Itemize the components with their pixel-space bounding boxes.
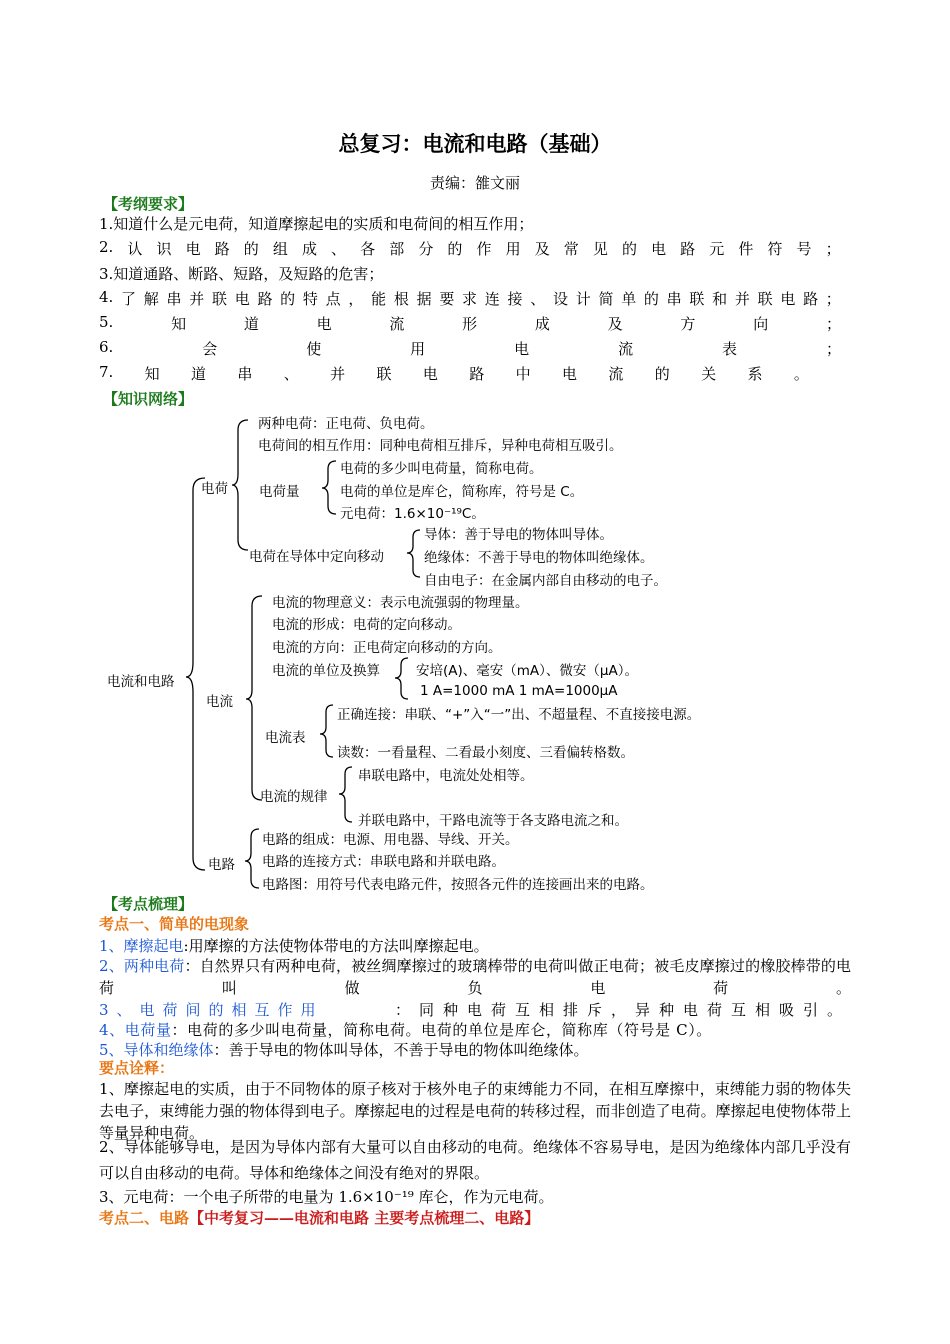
requirement-token: 设 xyxy=(552,290,568,308)
requirement-token: 知 xyxy=(144,365,160,383)
requirement-token: 连 xyxy=(484,290,500,308)
map-circuit-item: 电路的组成：电源、用电器、导线、开关。 xyxy=(262,832,519,848)
point2-line xyxy=(99,1207,539,1228)
requirement-token: 的 xyxy=(643,290,659,308)
requirement-token: 单 xyxy=(621,290,637,308)
requirement-token: 串 xyxy=(237,365,253,383)
requirement-token: 会 xyxy=(202,340,218,358)
map-current-direction: 电流的方向：正电荷定向移动的方向。 xyxy=(272,640,502,656)
map-law-item: 串联电路中，电流处处相等。 xyxy=(358,768,534,784)
requirement-token: 电 xyxy=(234,290,250,308)
point1-term: 4、电荷量 xyxy=(99,1021,172,1039)
map-ammeter: 电流表 xyxy=(265,730,306,746)
explain-1: 1、摩擦起电的实质，由于不同物体的原子核对于核外电子的束缚能力不同，在相互摩擦中，束缚能力弱的物体失去电子，束缚能力强的物体得到电子。摩擦起电的过程是电荷的转移过程，而非创造了电荷。摩擦起电使物体带上等量异种电荷。 xyxy=(99,1080,851,1142)
requirement-token: 关 xyxy=(701,365,717,383)
requirement-token: 件 xyxy=(738,240,754,258)
requirement-token: 系 xyxy=(747,365,763,383)
requirement-token: 成 xyxy=(534,315,550,333)
map-charge-interaction: 电荷间的相互作用：同种电荷相互排斥，异种电荷相互吸引。 xyxy=(258,438,623,454)
requirement-token: 据 xyxy=(416,290,432,308)
map-current-unit: 电流的单位及换算 xyxy=(272,663,380,679)
requirement-token: 分 xyxy=(418,240,434,258)
map-charge-quantity: 电荷量 xyxy=(259,484,300,500)
requirement-token: 并 xyxy=(189,290,205,308)
requirement-token: 路 xyxy=(803,290,819,308)
requirement-token: 、 xyxy=(283,365,299,383)
requirement-token: 电 xyxy=(651,240,667,258)
point1-term: 3、电荷间的相互作用 xyxy=(99,1001,324,1019)
requirement-token: 部 xyxy=(389,240,405,258)
requirement-token: ， xyxy=(348,290,364,308)
map-quantity-item: 电荷的单位是库仑，简称库，符号是 C。 xyxy=(340,484,584,500)
explain-2: 2、导体能够导电，是因为导体内部有大量可以自由移动的电荷。绝缘体不容易导电，是因为绝缘体内部几乎没有可以自由移动的电荷。导体和绝缘体之间没有绝对的界限。 xyxy=(99,1138,851,1182)
point1-heading: 考点一、简单的电现象 xyxy=(99,915,250,933)
requirement-token: 2. xyxy=(99,238,114,256)
requirement-1: 1.知道什么是元电荷，知道摩擦起电的实质和电荷间的相互作用； xyxy=(99,215,534,233)
requirement-token: 和 xyxy=(712,290,728,308)
map-law: 电流的规律 xyxy=(260,789,328,805)
requirement-token: 组 xyxy=(272,240,288,258)
requirement-token: 常 xyxy=(563,240,579,258)
point1-term: 5、导体和绝缘体 xyxy=(99,1041,214,1059)
map-law-item: 并联电路中，干路电流等于各支路电流之和。 xyxy=(358,813,628,829)
point1-item-1: 1、摩擦起电:用摩擦的方法使物体带电的方法叫摩擦起电。 xyxy=(99,937,489,955)
requirement-token: 7. xyxy=(99,363,114,381)
map-current: 电流 xyxy=(206,694,233,710)
requirement-token: 流 xyxy=(389,315,405,333)
requirement-token: 并 xyxy=(330,365,346,383)
point2-link[interactable]: 【中考复习——电流和电路 主要考点梳理二、电路】 xyxy=(189,1209,540,1227)
requirement-token: 成 xyxy=(301,240,317,258)
map-charge: 电荷 xyxy=(201,481,228,497)
requirement-3: 3.知道通路、断路、短路，及短路的危害； xyxy=(99,265,384,283)
point1-item-2: 2、两种电荷：自然界只有两种电荷，被丝绸摩擦过的玻璃棒带的电荷叫做正电荷；被毛皮摩擦过的橡胶棒带的电荷叫做负电荷。 xyxy=(99,957,852,997)
map-current-formation: 电流的形成：电荷的定向移动。 xyxy=(272,617,461,633)
requirement-token: 联 xyxy=(757,290,773,308)
requirement-token: 的 xyxy=(280,290,296,308)
requirement-token: 联 xyxy=(689,290,705,308)
point1-term: 2、两种电荷 xyxy=(99,957,185,975)
requirement-token: ； xyxy=(825,240,841,258)
point2-heading: 考点二、电路 xyxy=(99,1209,190,1227)
requirement-token: 知 xyxy=(171,315,187,333)
requirement-token: 号 xyxy=(796,240,812,258)
map-current-meaning: 电流的物理意义：表示电流强弱的物理量。 xyxy=(272,595,529,611)
map-move-item: 绝缘体：不善于导电的物体叫绝缘体。 xyxy=(424,550,654,566)
requirement-token: 简 xyxy=(598,290,614,308)
point1-item-5: 5、导体和绝缘体：善于导电的物体叫导体，不善于导电的物体叫绝缘体。 xyxy=(99,1041,589,1059)
requirement-token: 路 xyxy=(680,240,696,258)
requirement-token: 及 xyxy=(534,240,550,258)
map-quantity-item: 电荷的多少叫电荷量，简称电荷。 xyxy=(340,461,543,477)
map-unit-item: 安培(A)、毫安（mA）、微安（μA）。 xyxy=(416,663,638,679)
requirement-token: 见 xyxy=(592,240,608,258)
requirement-token: 流 xyxy=(608,365,624,383)
requirement-token: 识 xyxy=(156,240,172,258)
requirement-token: 的 xyxy=(621,240,637,258)
requirement-token: 路 xyxy=(214,240,230,258)
requirement-token: 方 xyxy=(680,315,696,333)
map-circuit-item: 电路的连接方式：串联电路和并联电路。 xyxy=(262,854,505,870)
requirement-token: 解 xyxy=(143,290,159,308)
requirement-token: 、 xyxy=(530,290,546,308)
requirement-token: 形 xyxy=(462,315,478,333)
requirement-token: 各 xyxy=(360,240,376,258)
requirement-token: ； xyxy=(825,315,841,333)
requirement-token: 要 xyxy=(439,290,455,308)
requirement-token: 及 xyxy=(607,315,623,333)
requirement-token: 元 xyxy=(709,240,725,258)
requirement-token: 串 xyxy=(666,290,682,308)
map-ammeter-item: 读数：一看量程、二看最小刻度、三看偏转格数。 xyxy=(337,745,634,761)
editor-line: 责编：雒文丽 xyxy=(429,174,520,192)
requirement-token: 电 xyxy=(514,340,530,358)
map-unit-item: 1 A=1000 mA 1 mA=1000μA xyxy=(420,683,618,699)
requirement-token: 中 xyxy=(515,365,531,383)
requirement-token: ； xyxy=(825,340,841,358)
requirement-token: 的 xyxy=(654,365,670,383)
requirement-token: 点 xyxy=(325,290,341,308)
requirement-token: 流 xyxy=(618,340,634,358)
requirement-token: 表 xyxy=(722,340,738,358)
section-points: 【考点梳理】 xyxy=(103,895,194,913)
requirement-token: 向 xyxy=(753,315,769,333)
map-charge-move: 电荷在导体中定向移动 xyxy=(249,549,384,565)
requirement-token: 路 xyxy=(257,290,273,308)
requirement-token: 串 xyxy=(166,290,182,308)
requirement-token: 用 xyxy=(505,240,521,258)
requirement-token: 接 xyxy=(507,290,523,308)
requirement-token: 并 xyxy=(734,290,750,308)
requirement-token: 电 xyxy=(562,365,578,383)
requirement-token: ； xyxy=(825,290,841,308)
requirement-token: 道 xyxy=(191,365,207,383)
requirement-token: 作 xyxy=(476,240,492,258)
requirement-token: 。 xyxy=(793,365,809,383)
requirement-token: 5. xyxy=(99,313,114,331)
map-circuit-item: 电路图：用符号代表电路元件，按照各元件的连接画出来的电路。 xyxy=(262,877,654,893)
requirement-token: 求 xyxy=(462,290,478,308)
requirement-token: 电 xyxy=(316,315,332,333)
requirement-token: 的 xyxy=(447,240,463,258)
map-move-item: 自由电子：在金属内部自由移动的电子。 xyxy=(424,573,667,589)
map-circuit: 电路 xyxy=(208,857,235,873)
requirement-token: 电 xyxy=(185,240,201,258)
requirement-token: 特 xyxy=(302,290,318,308)
requirement-token: 认 xyxy=(127,240,143,258)
requirement-token: 联 xyxy=(211,290,227,308)
point1-item-3: 3、电荷间的相互作用 ：同种电荷互相排斥，异种电荷互相吸引。 xyxy=(99,1001,851,1019)
requirement-token: 了 xyxy=(121,290,137,308)
map-quantity-item: 元电荷：1.6×10⁻¹⁹C。 xyxy=(340,506,485,522)
requirement-token: 4. xyxy=(99,288,114,306)
requirement-token: 路 xyxy=(469,365,485,383)
requirement-token: 电 xyxy=(422,365,438,383)
point1-term: 1、摩擦起电 xyxy=(99,937,184,955)
requirement-token: 计 xyxy=(575,290,591,308)
map-root: 电流和电路 xyxy=(107,674,175,690)
map-charge-two-kinds: 两种电荷：正电荷、负电荷。 xyxy=(258,416,434,432)
requirement-token: 联 xyxy=(376,365,392,383)
section-syllabus: 【考纲要求】 xyxy=(103,195,194,213)
section-network: 【知识网络】 xyxy=(103,390,194,408)
requirement-token: 的 xyxy=(243,240,259,258)
explain-3: 3、元电荷：一个电子所带的电量为 1.6×10⁻¹⁹ 库仑，作为元电荷。 xyxy=(99,1188,554,1206)
map-ammeter-item: 正确连接：串联、“+”入“一”出、不超量程、不直接接电源。 xyxy=(337,707,701,723)
map-move-item: 导体：善于导电的物体叫导体。 xyxy=(424,527,613,543)
requirement-token: 根 xyxy=(393,290,409,308)
requirement-token: 能 xyxy=(371,290,387,308)
requirement-token: 用 xyxy=(410,340,426,358)
requirement-token: 使 xyxy=(306,340,322,358)
requirement-token: 6. xyxy=(99,338,114,356)
point1-item-4: 4、电荷量：电荷的多少叫电荷量，简称电荷。电荷的单位是库仑，简称库（符号是 C）。 xyxy=(99,1021,712,1039)
requirement-token: 道 xyxy=(243,315,259,333)
page-title: 总复习：电流和电路（基础） xyxy=(338,132,612,156)
requirement-token: 电 xyxy=(780,290,796,308)
requirement-token: 符 xyxy=(767,240,783,258)
explain-heading: 要点诠释： xyxy=(99,1059,175,1077)
requirement-token: 、 xyxy=(331,240,347,258)
